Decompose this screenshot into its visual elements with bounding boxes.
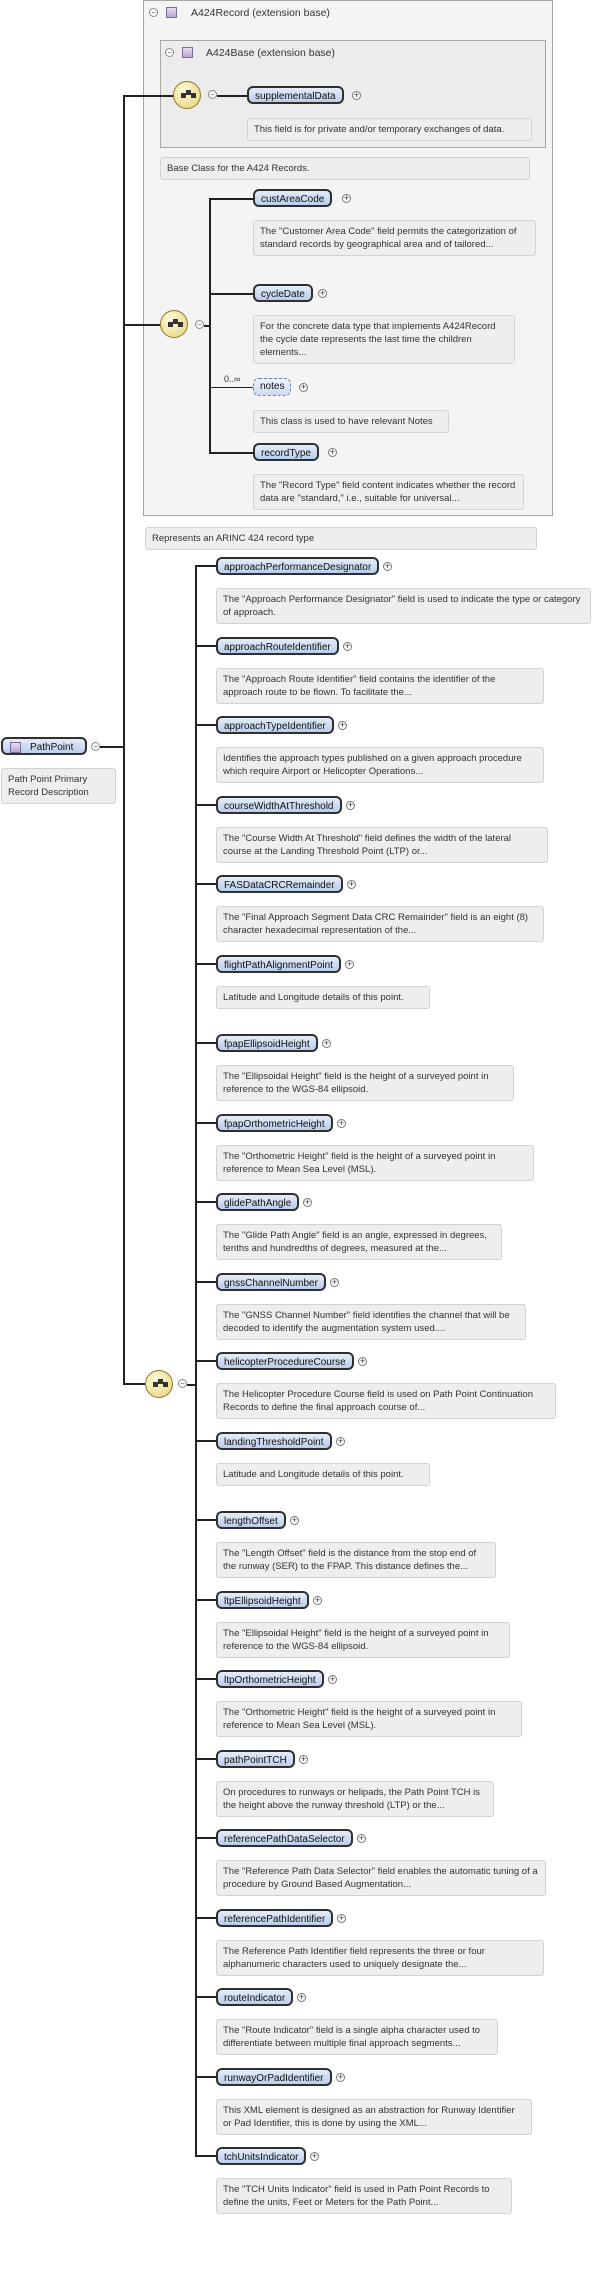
connector-line <box>195 804 216 806</box>
fpap-orthometric-height-element[interactable]: fpapOrthometricHeight <box>216 1114 333 1132</box>
fas-data-crc-remainder-element[interactable]: FASDataCRCRemainder <box>216 875 343 893</box>
cycle-date-doc: For the concrete data type that implements A424Record the cycle date represents the last time the children elements... <box>253 315 515 364</box>
connector-line <box>195 2076 216 2078</box>
approach-route-identifier-element[interactable]: approachRouteIdentifier <box>216 637 339 655</box>
collapse-sequence-toggle[interactable]: − <box>178 1379 187 1388</box>
expand-cust-area-code-toggle[interactable]: + <box>343 193 350 203</box>
expand-approach-performance-designator-toggle[interactable]: + <box>384 561 391 571</box>
sequence-compositor-icon <box>160 310 188 338</box>
connector-line <box>195 2155 216 2157</box>
expand-length-offset-toggle[interactable]: + <box>291 1515 298 1525</box>
a424record-doc: Represents an ARINC 424 record type <box>145 527 537 550</box>
expand-ltp-ellipsoid-height-toggle[interactable]: + <box>314 1595 321 1605</box>
a424record-title: A424Record (extension base) <box>191 7 330 19</box>
expand-approach-route-identifier-toggle[interactable]: + <box>344 641 351 651</box>
expand-path-point-tch-toggle[interactable]: + <box>300 1754 307 1764</box>
cust-area-code-doc: The "Customer Area Code" field permits the categorization of standard records by geographical area and of tailored... <box>253 220 536 256</box>
expand-fpap-ellipsoid-height-toggle[interactable]: + <box>323 1038 330 1048</box>
connector-line <box>195 1758 216 1760</box>
path-point-root-element[interactable] <box>1 737 87 755</box>
expand-fas-data-crc-remainder-toggle[interactable]: + <box>348 879 355 889</box>
connector-line <box>209 198 253 200</box>
connector-line <box>195 1917 216 1919</box>
connector-line <box>195 1360 216 1362</box>
path-point-tch-element[interactable]: pathPointTCH <box>216 1750 295 1768</box>
connector-line <box>209 198 211 453</box>
fas-data-crc-remainder-doc: The "Final Approach Segment Data CRC Remainder" field is an eight (8) character hexadecimal representation of the... <box>216 906 544 942</box>
reference-path-data-selector-element[interactable]: referencePathDataSelector <box>216 1829 353 1847</box>
a424base-doc: Base Class for the A424 Records. <box>160 157 530 180</box>
connector-line <box>195 565 216 567</box>
expand-ltp-orthometric-height-toggle[interactable]: + <box>329 1674 336 1684</box>
expand-route-indicator-toggle[interactable]: + <box>298 1992 305 2002</box>
connector-line <box>195 883 216 885</box>
path-point-label: PathPoint <box>30 742 74 753</box>
landing-threshold-point-doc: Latitude and Longitude details of this point. <box>216 1463 430 1486</box>
expand-course-width-at-threshold-toggle[interactable]: + <box>347 800 354 810</box>
length-offset-doc: The "Length Offset" field is the distance from the stop end of the runway (SER) to the FPAP. This distance defines the... <box>216 1542 496 1578</box>
record-type-doc: The "Record Type" field content indicates whether the record data are "standard," i.e., suitable for universal... <box>253 474 524 510</box>
expand-tch-units-indicator-toggle[interactable]: + <box>311 2151 318 2161</box>
connector-line <box>195 1519 216 1521</box>
glide-path-angle-element[interactable]: glidePathAngle <box>216 1193 299 1211</box>
approach-route-identifier-doc: The "Approach Route Identifier" field contains the identifier of the approach route to be flown. To facilitate the... <box>216 668 544 704</box>
approach-type-identifier-doc: Identifies the approach types published on a given approach procedure which require Airport or Helicopter Operations... <box>216 747 544 783</box>
connector-line <box>209 293 253 295</box>
cycle-date-element[interactable]: cycleDate <box>253 284 313 302</box>
approach-performance-designator-doc: The "Approach Performance Designator" field is used to indicate the type or category of approach. <box>216 588 591 624</box>
gnss-channel-number-element[interactable]: gnssChannelNumber <box>216 1273 326 1291</box>
collapse-path-point-toggle[interactable]: − <box>91 742 100 751</box>
connector-line <box>209 452 253 454</box>
notes-multiplicity: 0..∞ <box>224 374 241 384</box>
notes-element[interactable]: notes <box>253 378 291 396</box>
runway-or-pad-identifier-doc: This XML element is designed as an abstraction for Runway Identifier or Pad Identifier, this is done by using the XML... <box>216 2099 532 2135</box>
expand-flight-path-alignment-point-toggle[interactable]: + <box>346 959 353 969</box>
connector-line <box>209 387 253 388</box>
connector-line <box>123 1383 145 1385</box>
landing-threshold-point-element[interactable]: landingThresholdPoint <box>216 1432 332 1450</box>
collapse-a424record-toggle[interactable]: − <box>149 8 158 17</box>
sequence-compositor-icon <box>145 1370 173 1398</box>
runway-or-pad-identifier-element[interactable]: runwayOrPadIdentifier <box>216 2068 332 2086</box>
ltp-orthometric-height-element[interactable]: ltpOrthometricHeight <box>216 1670 324 1688</box>
expand-landing-threshold-point-toggle[interactable]: + <box>337 1436 344 1446</box>
class-icon <box>182 47 193 58</box>
ltp-ellipsoid-height-doc: The "Ellipsoidal Height" field is the height of a surveyed point in reference to the WGS-84 ellipsoid. <box>216 1622 510 1658</box>
expand-glide-path-angle-toggle[interactable]: + <box>304 1197 311 1207</box>
connector-line <box>195 1440 216 1442</box>
expand-reference-path-identifier-toggle[interactable]: + <box>338 1913 345 1923</box>
fpap-ellipsoid-height-element[interactable]: fpapEllipsoidHeight <box>216 1034 318 1052</box>
path-point-doc: Path Point Primary Record Description <box>1 768 116 804</box>
tch-units-indicator-doc: The "TCH Units Indicator" field is used in Path Point Records to define the units, Feet or Meters for the Path Point... <box>216 2178 512 2214</box>
expand-gnss-channel-number-toggle[interactable]: + <box>331 1277 338 1287</box>
ltp-orthometric-height-doc: The "Orthometric Height" field is the height of a surveyed point in reference to Mean Sea Level (MSL). <box>216 1701 522 1737</box>
connector-line <box>100 746 124 748</box>
approach-performance-designator-element[interactable]: approachPerformanceDesignator <box>216 557 379 575</box>
supplemental-data-doc: This field is for private and/or temporary exchanges of data. <box>247 118 532 141</box>
class-icon <box>10 742 21 753</box>
expand-cycle-date-toggle[interactable]: + <box>319 288 326 298</box>
cust-area-code-element[interactable]: custAreaCode <box>253 189 332 207</box>
course-width-at-threshold-doc: The "Course Width At Threshold" field defines the width of the lateral course at the Landing Threshold Point (LTP) or... <box>216 827 548 863</box>
expand-reference-path-data-selector-toggle[interactable]: + <box>358 1833 365 1843</box>
ltp-ellipsoid-height-element[interactable]: ltpEllipsoidHeight <box>216 1591 309 1609</box>
connector-line <box>195 1837 216 1839</box>
helicopter-procedure-course-element[interactable]: helicopterProcedureCourse <box>216 1352 354 1370</box>
route-indicator-doc: The "Route Indicator" field is a single alpha character used to differentiate between multiple final approach segments... <box>216 2019 498 2055</box>
fpap-ellipsoid-height-doc: The "Ellipsoidal Height" field is the height of a surveyed point in reference to the WGS-84 ellipsoid. <box>216 1065 514 1101</box>
record-type-element[interactable]: recordType <box>253 443 319 461</box>
expand-runway-or-pad-identifier-toggle[interactable]: + <box>337 2072 344 2082</box>
notes-doc: This class is used to have relevant Notes <box>253 410 449 433</box>
expand-supplemental-data-toggle[interactable]: + <box>353 90 360 100</box>
connector-line <box>195 1678 216 1680</box>
expand-fpap-orthometric-height-toggle[interactable]: + <box>338 1118 345 1128</box>
expand-approach-type-identifier-toggle[interactable]: + <box>339 720 346 730</box>
approach-type-identifier-element[interactable]: approachTypeIdentifier <box>216 716 334 734</box>
expand-record-type-toggle[interactable]: + <box>329 447 336 457</box>
supplemental-data-element[interactable]: supplementalData <box>247 86 344 104</box>
gnss-channel-number-doc: The "GNSS Channel Number" field identifies the channel that will be decoded to identify the augmentation system used.... <box>216 1304 526 1340</box>
fpap-orthometric-height-doc: The "Orthometric Height" field is the height of a surveyed point in reference to Mean Sea Level (MSL). <box>216 1145 534 1181</box>
connector-line <box>195 1281 216 1283</box>
expand-notes-toggle[interactable]: + <box>300 382 307 392</box>
route-indicator-element[interactable]: routeIndicator <box>216 1988 293 2006</box>
connector-line <box>195 1042 216 1044</box>
a424base-title: A424Base (extension base) <box>206 47 335 59</box>
expand-helicopter-procedure-course-toggle[interactable]: + <box>359 1356 366 1366</box>
connector-line <box>123 95 179 97</box>
reference-path-identifier-doc: The Reference Path Identifier field represents the three or four alphanumeric characters used to uniquely designate the... <box>216 1940 544 1976</box>
connector-line <box>195 1599 216 1601</box>
collapse-sequence-toggle[interactable]: − <box>195 320 204 329</box>
collapse-sequence-toggle[interactable]: − <box>208 90 217 99</box>
flight-path-alignment-point-doc: Latitude and Longitude details of this point. <box>216 986 430 1009</box>
reference-path-identifier-element[interactable]: referencePathIdentifier <box>216 1909 333 1927</box>
class-icon <box>166 7 177 18</box>
connector-line <box>195 1996 216 1998</box>
length-offset-element[interactable]: lengthOffset <box>216 1511 286 1529</box>
connector-line <box>195 963 216 965</box>
connector-line <box>195 724 216 726</box>
connector-line <box>195 645 216 647</box>
path-point-tch-doc: On procedures to runways or helipads, the Path Point TCH is the height above the runway threshold (LTP) or the... <box>216 1781 494 1817</box>
reference-path-data-selector-doc: The "Reference Path Data Selector" field enables the automatic tuning of a procedure by Ground Based Augmentation... <box>216 1860 546 1896</box>
collapse-a424base-toggle[interactable]: − <box>165 48 174 57</box>
flight-path-alignment-point-element[interactable]: flightPathAlignmentPoint <box>216 955 341 973</box>
tch-units-indicator-element[interactable]: tchUnitsIndicator <box>216 2147 306 2165</box>
glide-path-angle-doc: The "Glide Path Angle" field is an angle, expressed in degrees, tenths and hundredths of degrees, measured at the... <box>216 1224 502 1260</box>
connector-line <box>195 1201 216 1203</box>
connector-line <box>217 95 247 97</box>
sequence-compositor-icon <box>173 81 201 109</box>
helicopter-procedure-course-doc: The Helicopter Procedure Course field is used on Path Point Continuation Records to define the final approach course of... <box>216 1383 556 1419</box>
connector-line <box>123 95 125 1384</box>
course-width-at-threshold-element[interactable]: courseWidthAtThreshold <box>216 796 342 814</box>
connector-line <box>195 1122 216 1124</box>
